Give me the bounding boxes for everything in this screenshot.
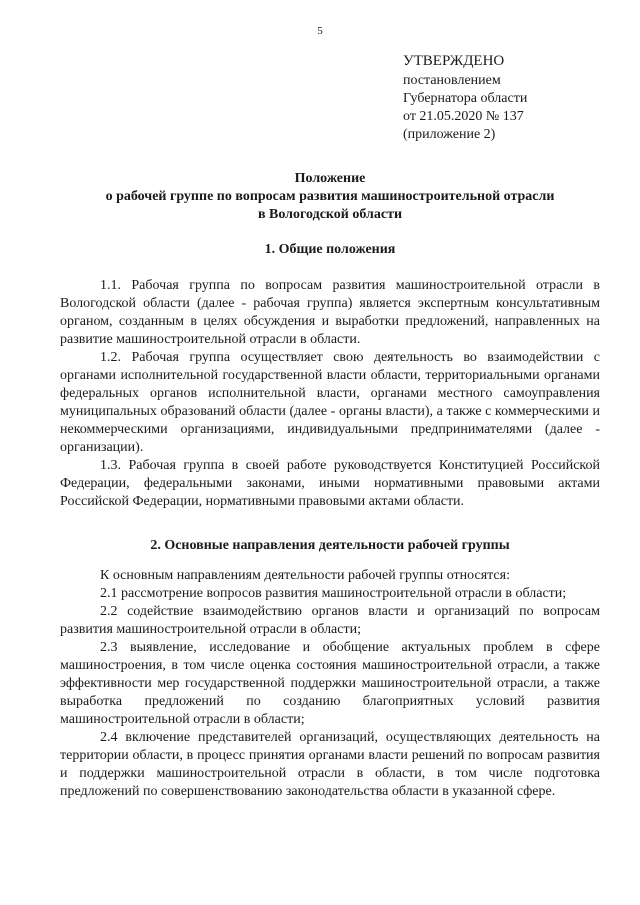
paragraph: 1.3. Рабочая группа в своей работе руководствуется Конституцией Российской Федерации, федеральными законами, иными нормативными правовыми актами Российской Федерации, нормативными правовыми актами области. — [60, 458, 600, 509]
paragraph: 1.1. Рабочая группа по вопросам развития машиностроительной отрасли в Вологодской области (далее - рабочая группа) является экспертным консультативным органом, созданным в целях обсуждения и выработки предложений, направленных на развитие машиностроительной отрасли в области. — [60, 278, 600, 347]
approval-line: Губернатора области — [403, 91, 528, 106]
section-1-body — [60, 277, 600, 511]
title-line: в Вологодской области — [257, 207, 403, 222]
paragraph: 2.2 содействие взаимодействию органов власти и организаций по вопросам развития машиностроительной отрасли в области; — [60, 604, 600, 637]
approval-line: постановлением — [403, 73, 501, 88]
section-1-heading: 1. Общие положения — [264, 242, 396, 257]
title-line: Положение — [294, 171, 366, 186]
paragraph: 2.1 рассмотрение вопросов развития машиностроительной отрасли в области; — [100, 586, 567, 601]
document-title — [60, 170, 600, 224]
title-line: о рабочей группе по вопросам развития машиностроительной отрасли — [105, 189, 555, 204]
paragraph: 1.2. Рабочая группа осуществляет свою деятельность во взаимодействии с органами исполнительной государственной власти области, территориальными органами федеральных органов исполнительной власти, органами местного самоуправления муниципальных образований области (далее - органы власти), а также с коммерческими и некоммерческими организациями, индивидуальными предпринимателями (далее - организации). — [60, 350, 600, 455]
approval-heading: УТВЕРЖДЕНО — [403, 53, 505, 69]
paragraph: 2.3 выявление, исследование и обобщение актуальных проблем в сфере машиностроения, в том числе оценка состояния машиностроительной отрасли, а также эффективности мер государственной поддержки машиностроительной отрасли, а также выработка предложений по созданию благоприятных условий развития машиностроительной отрасли в области; — [60, 640, 600, 727]
section-2-heading: 2. Основные направления деятельности рабочей группы — [150, 538, 510, 553]
approval-line: от 21.05.2020 № 137 — [403, 109, 524, 124]
paragraph: 2.4 включение представителей организаций, осуществляющих деятельность на территории области, в процесс принятия органами власти решений по вопросам развития и поддержки машиностроительной отрасли в области, в том числе подготовка предложений по совершенствованию законодательства области в указанной сфере. — [60, 730, 600, 799]
approval-block — [403, 52, 527, 144]
paragraph: К основным направлениям деятельности рабочей группы относятся: — [100, 568, 510, 583]
section-2-body — [60, 567, 600, 801]
approval-line: (приложение 2) — [403, 127, 496, 142]
page-number: 5 — [317, 25, 323, 37]
